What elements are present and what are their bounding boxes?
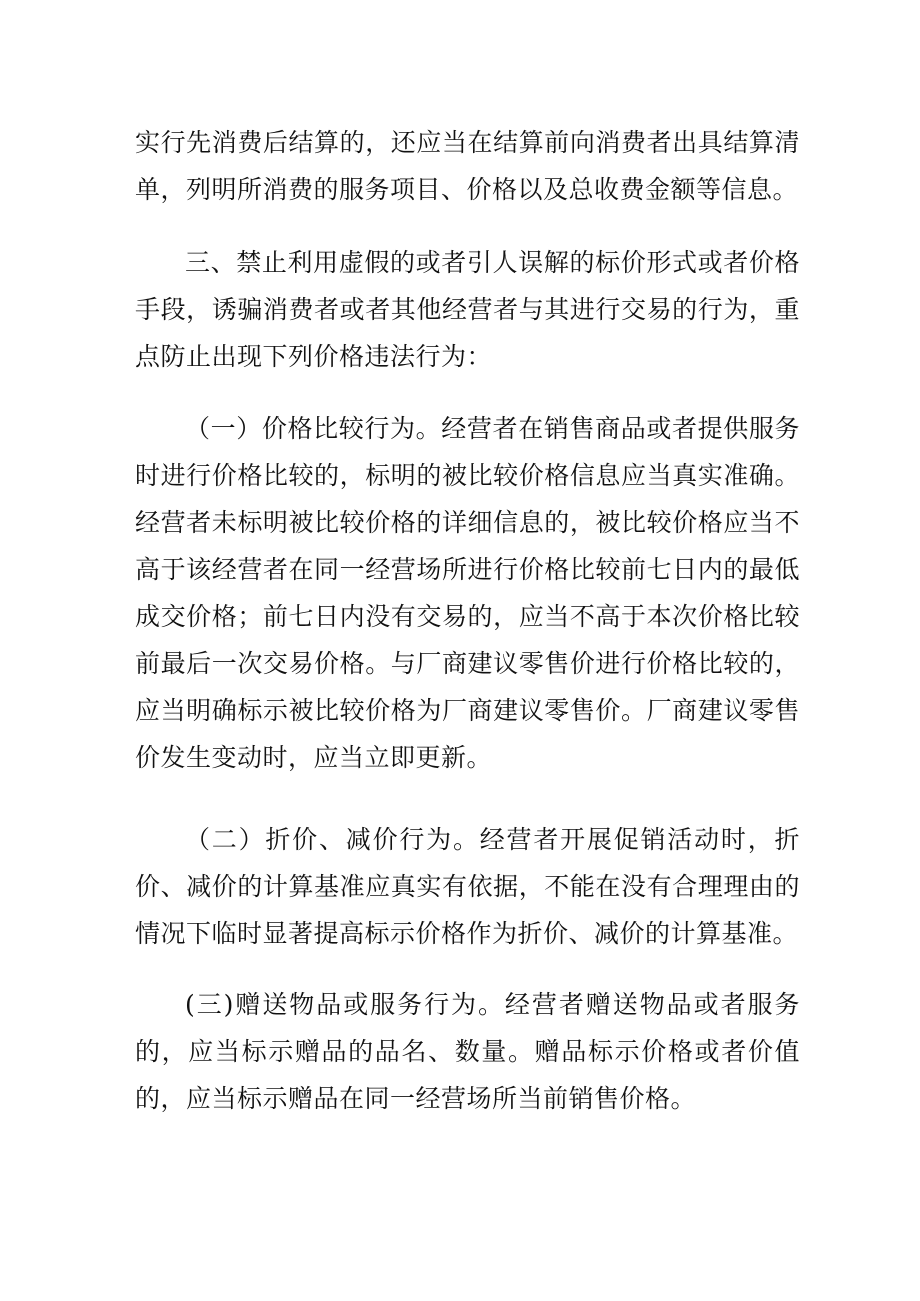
paragraph-item-three-gifts: (三)赠送物品或服务行为。经营者赠送物品或者服务的，应当标示赠品的品名、数量。赠品标示价格或者价值的，应当标示赠品在同一经营场所当前销售价格。 bbox=[135, 990, 800, 1113]
paragraph-section-three: 三、禁止利用虚假的或者引人误解的标价形式或者价格手段，诱骗消费者或者其他经营者与其进行交易的行为，重点防止出现下列价格违法行为： bbox=[135, 248, 800, 371]
paragraph-settlement-list: 实行先消费后结算的，还应当在结算前向消费者出具结算清单，列明所消费的服务项目、价格以及总收费金额等信息。 bbox=[135, 128, 800, 204]
paragraph-item-one-price-comparison: （一）价格比较行为。经营者在销售商品或者提供服务时进行价格比较的，标明的被比较价格信息应当真实准确。经营者未标明被比较价格的详细信息的，被比较价格应当不高于该经营者在同一经营场所进行价格比较前七日内的最低成交价格；前七日内没有交易的，应当不高于本次价格比较前最后一次交易价格。与厂商建议零售价进行价格比较的，应当明确标示被比较价格为厂商建议零售价。厂商建议零售价发生变动时，应当立即更新。 bbox=[135, 414, 800, 772]
paragraph-item-two-discount: （二）折价、减价行为。经营者开展促销活动时，折价、减价的计算基准应真实有依据，不能在没有合理理由的情况下临时显著提高标示价格作为折价、减价的计算基准。 bbox=[135, 825, 800, 948]
